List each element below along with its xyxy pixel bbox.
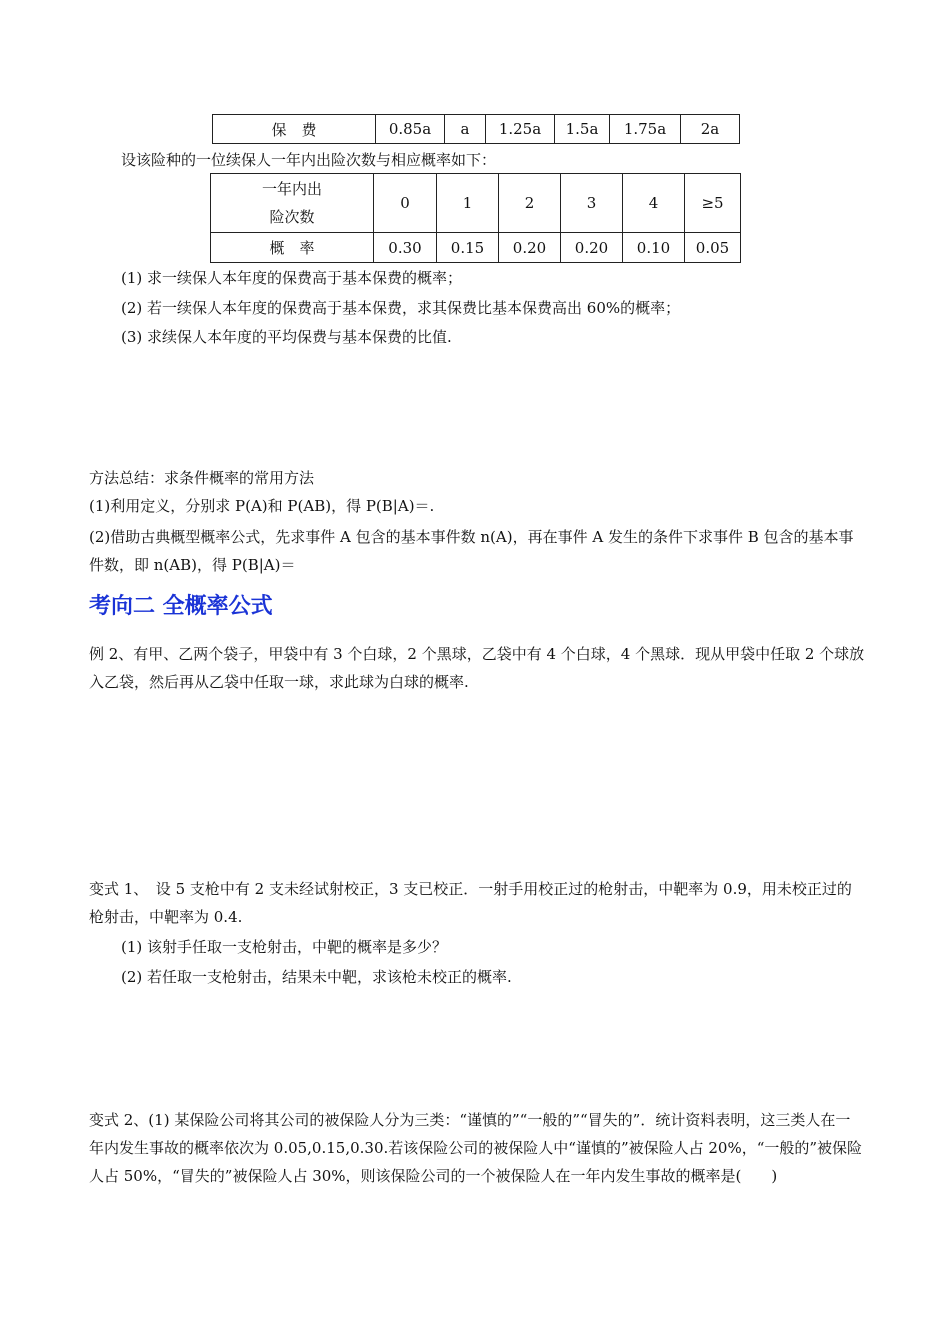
variant-1-text: 变式 1、 设 5 支枪中有 2 支未经试射校正，3 支已校正．一射手用校正过的枪射击，中靶率为 0.9，用未校正过的枪射击，中靶率为 0.4.	[89, 880, 852, 926]
prob-cell: 0.20	[561, 233, 623, 263]
count-cell: 4	[623, 174, 685, 233]
prob-cell: 0.05	[685, 233, 741, 263]
count-cell: 3	[561, 174, 623, 233]
fee-row	[213, 115, 740, 144]
count-cell: 0	[374, 174, 437, 233]
example-2: 例 2、有甲、乙两个袋子，甲袋中有 3 个白球，2 个黑球，乙袋中有 4 个白球，4 个黑球．现从甲袋中任取 2 个球放入乙袋，然后再从乙袋中任取一球，求此球为白球的概率.	[89, 645, 865, 691]
prob-cell: 0.30	[374, 233, 437, 263]
intro-line: 设该险种的一位续保人一年内出险次数与相应概率如下：	[121, 151, 497, 169]
method-line-2: (2)借助古典概型概率公式，先求事件 A 包含的基本事件数 n(A)，再在事件 A 发生的条件下求事件 B 包含的基本事件数，即 n(AB)，得 P(B|A)＝	[89, 528, 854, 574]
prob-cell: 0.15	[437, 233, 499, 263]
fee-value: 1.75a	[610, 115, 681, 144]
variant-1-q1: (1) 该射手任取一支枪射击，中靶的概率是多少？	[121, 938, 448, 956]
count-cell: 1	[437, 174, 499, 233]
question-1: (1) 求一续保人本年度的保费高于基本保费的概率；	[121, 269, 463, 287]
count-header-line2: 险次数	[269, 208, 315, 226]
fee-value: 1.5a	[555, 115, 610, 144]
section-heading: 考向二 全概率公式	[89, 594, 273, 619]
prob-cell: 0.20	[499, 233, 561, 263]
method-title: 方法总结：求条件概率的常用方法	[89, 469, 315, 487]
fee-value: 1.25a	[486, 115, 555, 144]
fee-table	[212, 114, 740, 144]
count-cell: 2	[499, 174, 561, 233]
fee-value: a	[445, 115, 486, 144]
fee-label: 保 费	[213, 115, 376, 144]
variant-1-q2: (2) 若任取一支枪射击，结果未中靶，求该枪未校正的概率.	[121, 968, 512, 986]
fee-value: 0.85a	[376, 115, 445, 144]
probability-table	[210, 173, 741, 263]
count-header	[211, 174, 374, 233]
fee-value: 2a	[681, 115, 740, 144]
prob-label: 概 率	[211, 233, 374, 263]
prob-row	[211, 233, 741, 263]
count-row	[211, 174, 741, 233]
method-line-1: (1)利用定义，分别求 P(A)和 P(AB)，得 P(B|A)＝.	[89, 497, 435, 515]
question-2: (2) 若一续保人本年度的保费高于基本保费，求其保费比基本保费高出 60%的概率；	[121, 299, 681, 317]
prob-cell: 0.10	[623, 233, 685, 263]
question-3: (3) 求续保人本年度的平均保费与基本保费的比值.	[121, 328, 452, 346]
count-cell: ≥5	[685, 174, 741, 233]
count-header-line1: 一年内出	[261, 180, 322, 198]
variant-2-text: 变式 2、(1) 某保险公司将其公司的被保险人分为三类：“谨慎的”“一般的”“冒失的”．统计资料表明，这三类人在一年内发生事故的概率依次为 0.05,0.15,0.30.若该保险公司的被保险人中“谨慎的”被保险人占 20%，“一般的”被保险人占 50%，“冒失的”被保险人占 30%，则该保险公司的一个被保险人在一年内发生事故的概率是( )	[89, 1111, 863, 1185]
